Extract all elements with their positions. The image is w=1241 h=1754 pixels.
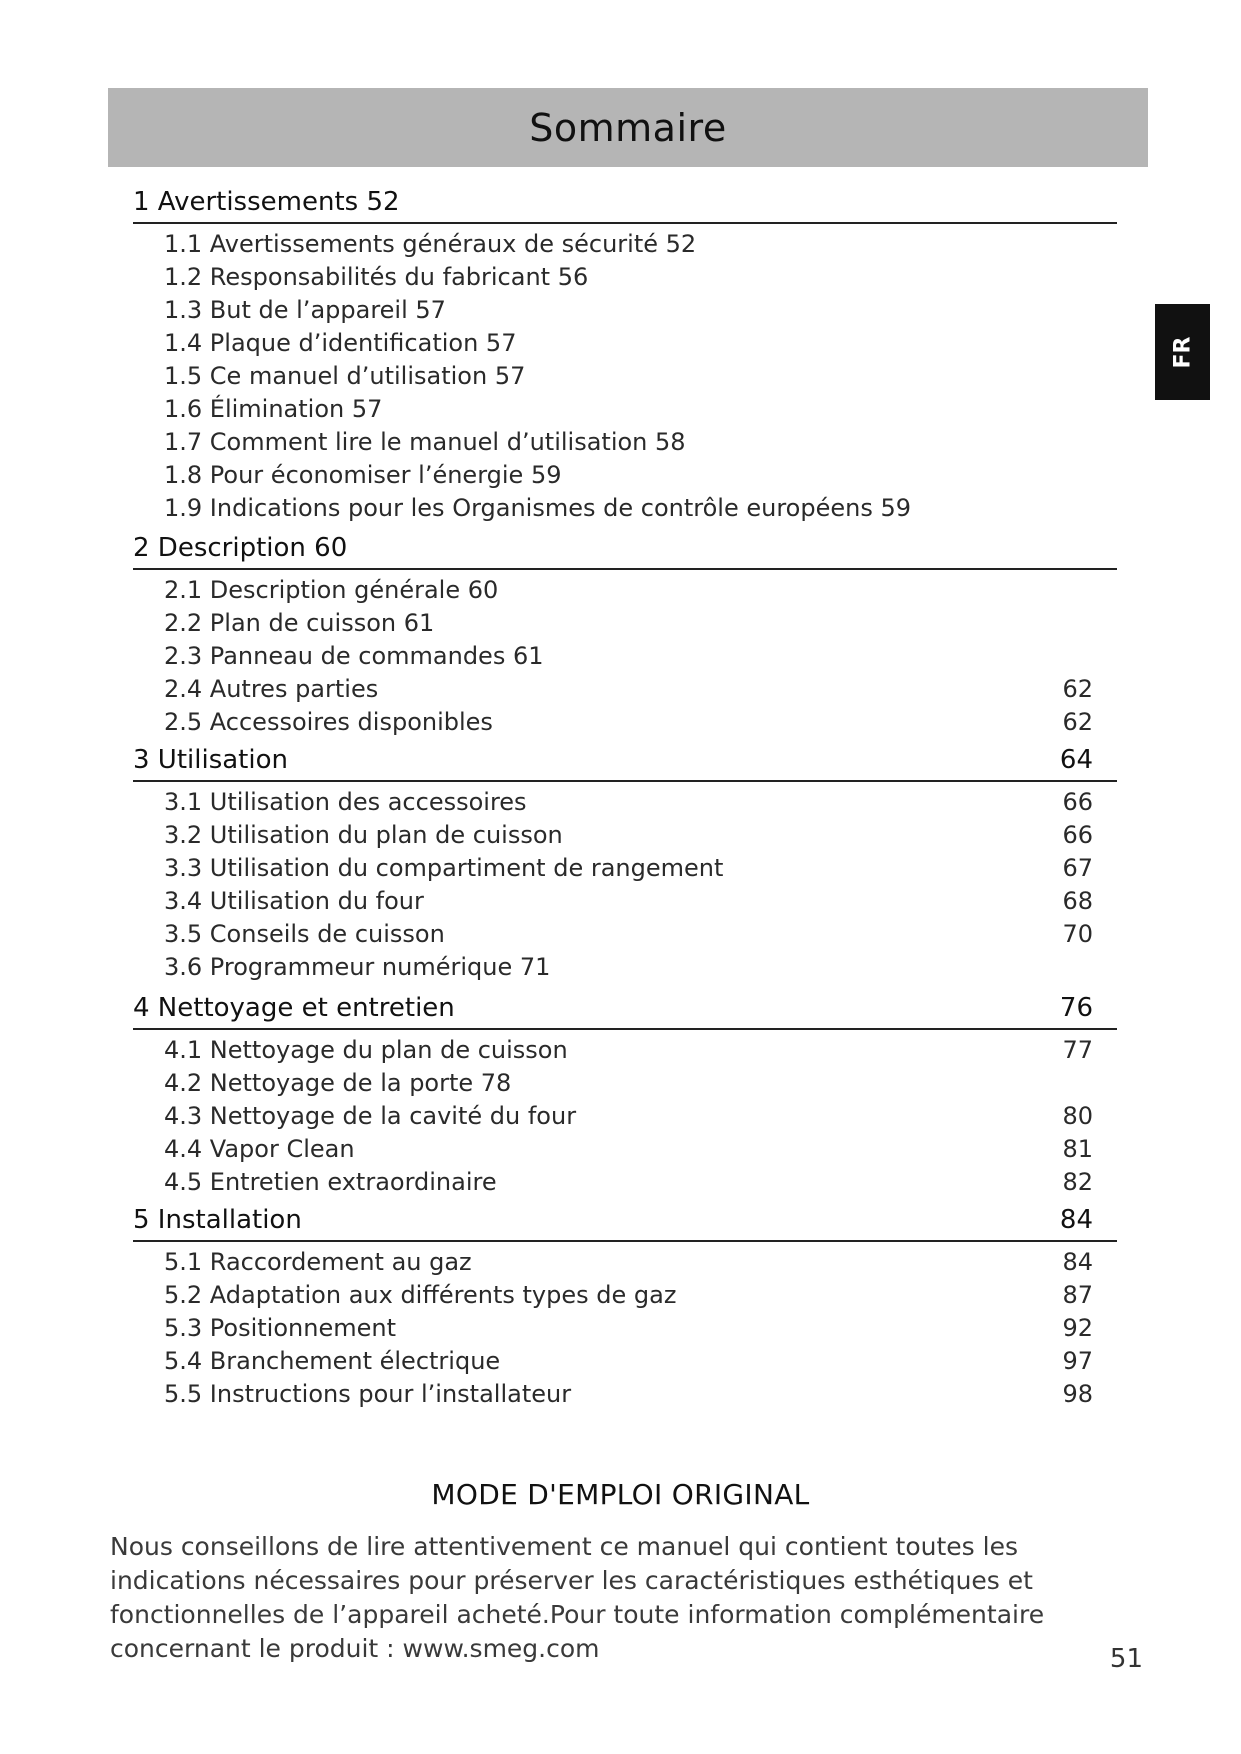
toc-item[interactable]: [0, 392, 1241, 426]
toc-item[interactable]: [0, 785, 1241, 819]
toc-section-page: 76: [1059, 993, 1093, 1023]
toc-item-label: 3.3 Utilisation du compartiment de rangement: [164, 854, 724, 882]
toc-item[interactable]: [0, 1033, 1241, 1067]
toc-item-label: 5.2 Adaptation aux différents types de gaz: [164, 1281, 677, 1309]
toc-item-label: 1.3 But de l’appareil 57: [164, 296, 446, 324]
mode-title: MODE D'EMPLOI ORIGINAL: [431, 1478, 810, 1511]
toc-section-heading[interactable]: [0, 184, 1241, 220]
toc-item-label: 2.3 Panneau de commandes 61: [164, 642, 544, 670]
toc-item-page: 97: [1062, 1347, 1093, 1375]
toc-item[interactable]: [0, 1311, 1241, 1345]
toc-section-heading[interactable]: [0, 1202, 1241, 1238]
toc-item-label: 3.2 Utilisation du plan de cuisson: [164, 821, 563, 849]
section-divider: [133, 568, 1117, 570]
toc-item[interactable]: [0, 1066, 1241, 1100]
toc-item[interactable]: [0, 326, 1241, 360]
toc-item[interactable]: [0, 260, 1241, 294]
toc-section-label: 5 Installation: [133, 1205, 302, 1235]
toc-item-label: 3.5 Conseils de cuisson: [164, 920, 445, 948]
toc-section-heading[interactable]: [0, 990, 1241, 1026]
toc-item[interactable]: [0, 1165, 1241, 1199]
toc-item[interactable]: [0, 573, 1241, 607]
toc-item-page: 80: [1062, 1102, 1093, 1130]
toc-section-heading[interactable]: [0, 742, 1241, 778]
language-tab-label: FR: [1170, 336, 1195, 368]
toc-section-label: 4 Nettoyage et entretien: [133, 993, 455, 1023]
toc-item-label: 4.3 Nettoyage de la cavité du four: [164, 1102, 577, 1130]
toc-item-page: 66: [1062, 821, 1093, 849]
toc-item-label: 1.6 Élimination 57: [164, 395, 383, 423]
toc-item-page: 92: [1062, 1314, 1093, 1342]
toc-item[interactable]: [0, 705, 1241, 739]
toc-section-page: 84: [1059, 1205, 1093, 1235]
toc-item-page: 70: [1062, 920, 1093, 948]
toc-item[interactable]: [0, 950, 1241, 984]
page-number: 51: [1109, 1644, 1143, 1674]
toc-item-page: 98: [1062, 1380, 1093, 1408]
toc-item-label: 5.5 Instructions pour l’installateur: [164, 1380, 572, 1408]
toc-item-page: 82: [1062, 1168, 1093, 1196]
toc-item[interactable]: [0, 359, 1241, 393]
toc-item-label: 5.1 Raccordement au gaz: [164, 1248, 472, 1276]
toc-item-label: 1.7 Comment lire le manuel d’utilisation 58: [164, 428, 686, 456]
toc-item[interactable]: [0, 884, 1241, 918]
toc-item-label: 2.2 Plan de cuisson 61: [164, 609, 435, 637]
toc-item-label: 1.4 Plaque d’identification 57: [164, 329, 517, 357]
toc-item-label: 4.4 Vapor Clean: [164, 1135, 355, 1163]
toc-item-label: 4.1 Nettoyage du plan de cuisson: [164, 1036, 568, 1064]
toc-item[interactable]: [0, 639, 1241, 673]
toc-item[interactable]: [0, 818, 1241, 852]
toc-item[interactable]: [0, 851, 1241, 885]
toc-item-label: 3.4 Utilisation du four: [164, 887, 424, 915]
toc-item-label: 4.5 Entretien extraordinaire: [164, 1168, 497, 1196]
toc-item-label: 2.5 Accessoires disponibles: [164, 708, 493, 736]
intro-paragraph: Nous conseillons de lire attentivement ce manuel qui contient toutes les indications nécessaires pour préserver les caractéristiques esthétiques et fonctionnelles de l’appareil acheté.Pour toute information complémentaire concernant le produit : www.smeg.com: [110, 1532, 1045, 1663]
toc-item-page: 62: [1062, 675, 1093, 703]
toc-item-label: 1.8 Pour économiser l’énergie 59: [164, 461, 562, 489]
toc-item[interactable]: [0, 425, 1241, 459]
toc-item-label: 5.3 Positionnement: [164, 1314, 396, 1342]
toc-item-label: 5.4 Branchement électrique: [164, 1347, 501, 1375]
toc-item-page: 67: [1062, 854, 1093, 882]
toc-item-label: 1.2 Responsabilités du fabricant 56: [164, 263, 589, 291]
toc-item-label: 1.5 Ce manuel d’utilisation 57: [164, 362, 526, 390]
toc-section-label: 3 Utilisation: [133, 745, 288, 775]
section-divider: [133, 780, 1117, 782]
toc-item[interactable]: [0, 672, 1241, 706]
toc-item-page: 68: [1062, 887, 1093, 915]
toc-item-page: 77: [1062, 1036, 1093, 1064]
toc-item[interactable]: [0, 458, 1241, 492]
section-divider: [133, 1028, 1117, 1030]
toc-item-label: 3.6 Programmeur numérique 71: [164, 953, 551, 981]
toc-item-label: 2.1 Description générale 60: [164, 576, 499, 604]
toc-item-page: 66: [1062, 788, 1093, 816]
toc-section-heading[interactable]: [0, 530, 1241, 566]
toc-item[interactable]: [0, 1377, 1241, 1411]
toc-section-page: 64: [1059, 745, 1093, 775]
toc-section-label: 1 Avertissements 52: [133, 187, 400, 217]
section-divider: [133, 222, 1117, 224]
toc-item[interactable]: [0, 293, 1241, 327]
toc-item-label: 1.1 Avertissements généraux de sécurité 52: [164, 230, 697, 258]
toc-item[interactable]: [0, 606, 1241, 640]
toc-item[interactable]: [0, 227, 1241, 261]
toc-item-page: 84: [1062, 1248, 1093, 1276]
page-title: Sommaire: [529, 105, 727, 150]
toc-item[interactable]: [0, 1245, 1241, 1279]
toc-item[interactable]: [0, 917, 1241, 951]
toc-item-label: 2.4 Autres parties: [164, 675, 379, 703]
toc-section-label: 2 Description 60: [133, 533, 348, 563]
toc-item-label: 4.2 Nettoyage de la porte 78: [164, 1069, 512, 1097]
toc-item-page: 87: [1062, 1281, 1093, 1309]
toc-item[interactable]: [0, 1278, 1241, 1312]
toc-item-page: 81: [1062, 1135, 1093, 1163]
toc-item-page: 62: [1062, 708, 1093, 736]
toc-item-label: 1.9 Indications pour les Organismes de contrôle européens 59: [164, 494, 911, 522]
section-divider: [133, 1240, 1117, 1242]
toc-item-label: 3.1 Utilisation des accessoires: [164, 788, 527, 816]
toc-item[interactable]: [0, 1344, 1241, 1378]
toc-item[interactable]: [0, 1132, 1241, 1166]
toc-item[interactable]: [0, 1099, 1241, 1133]
toc-item[interactable]: [0, 491, 1241, 525]
